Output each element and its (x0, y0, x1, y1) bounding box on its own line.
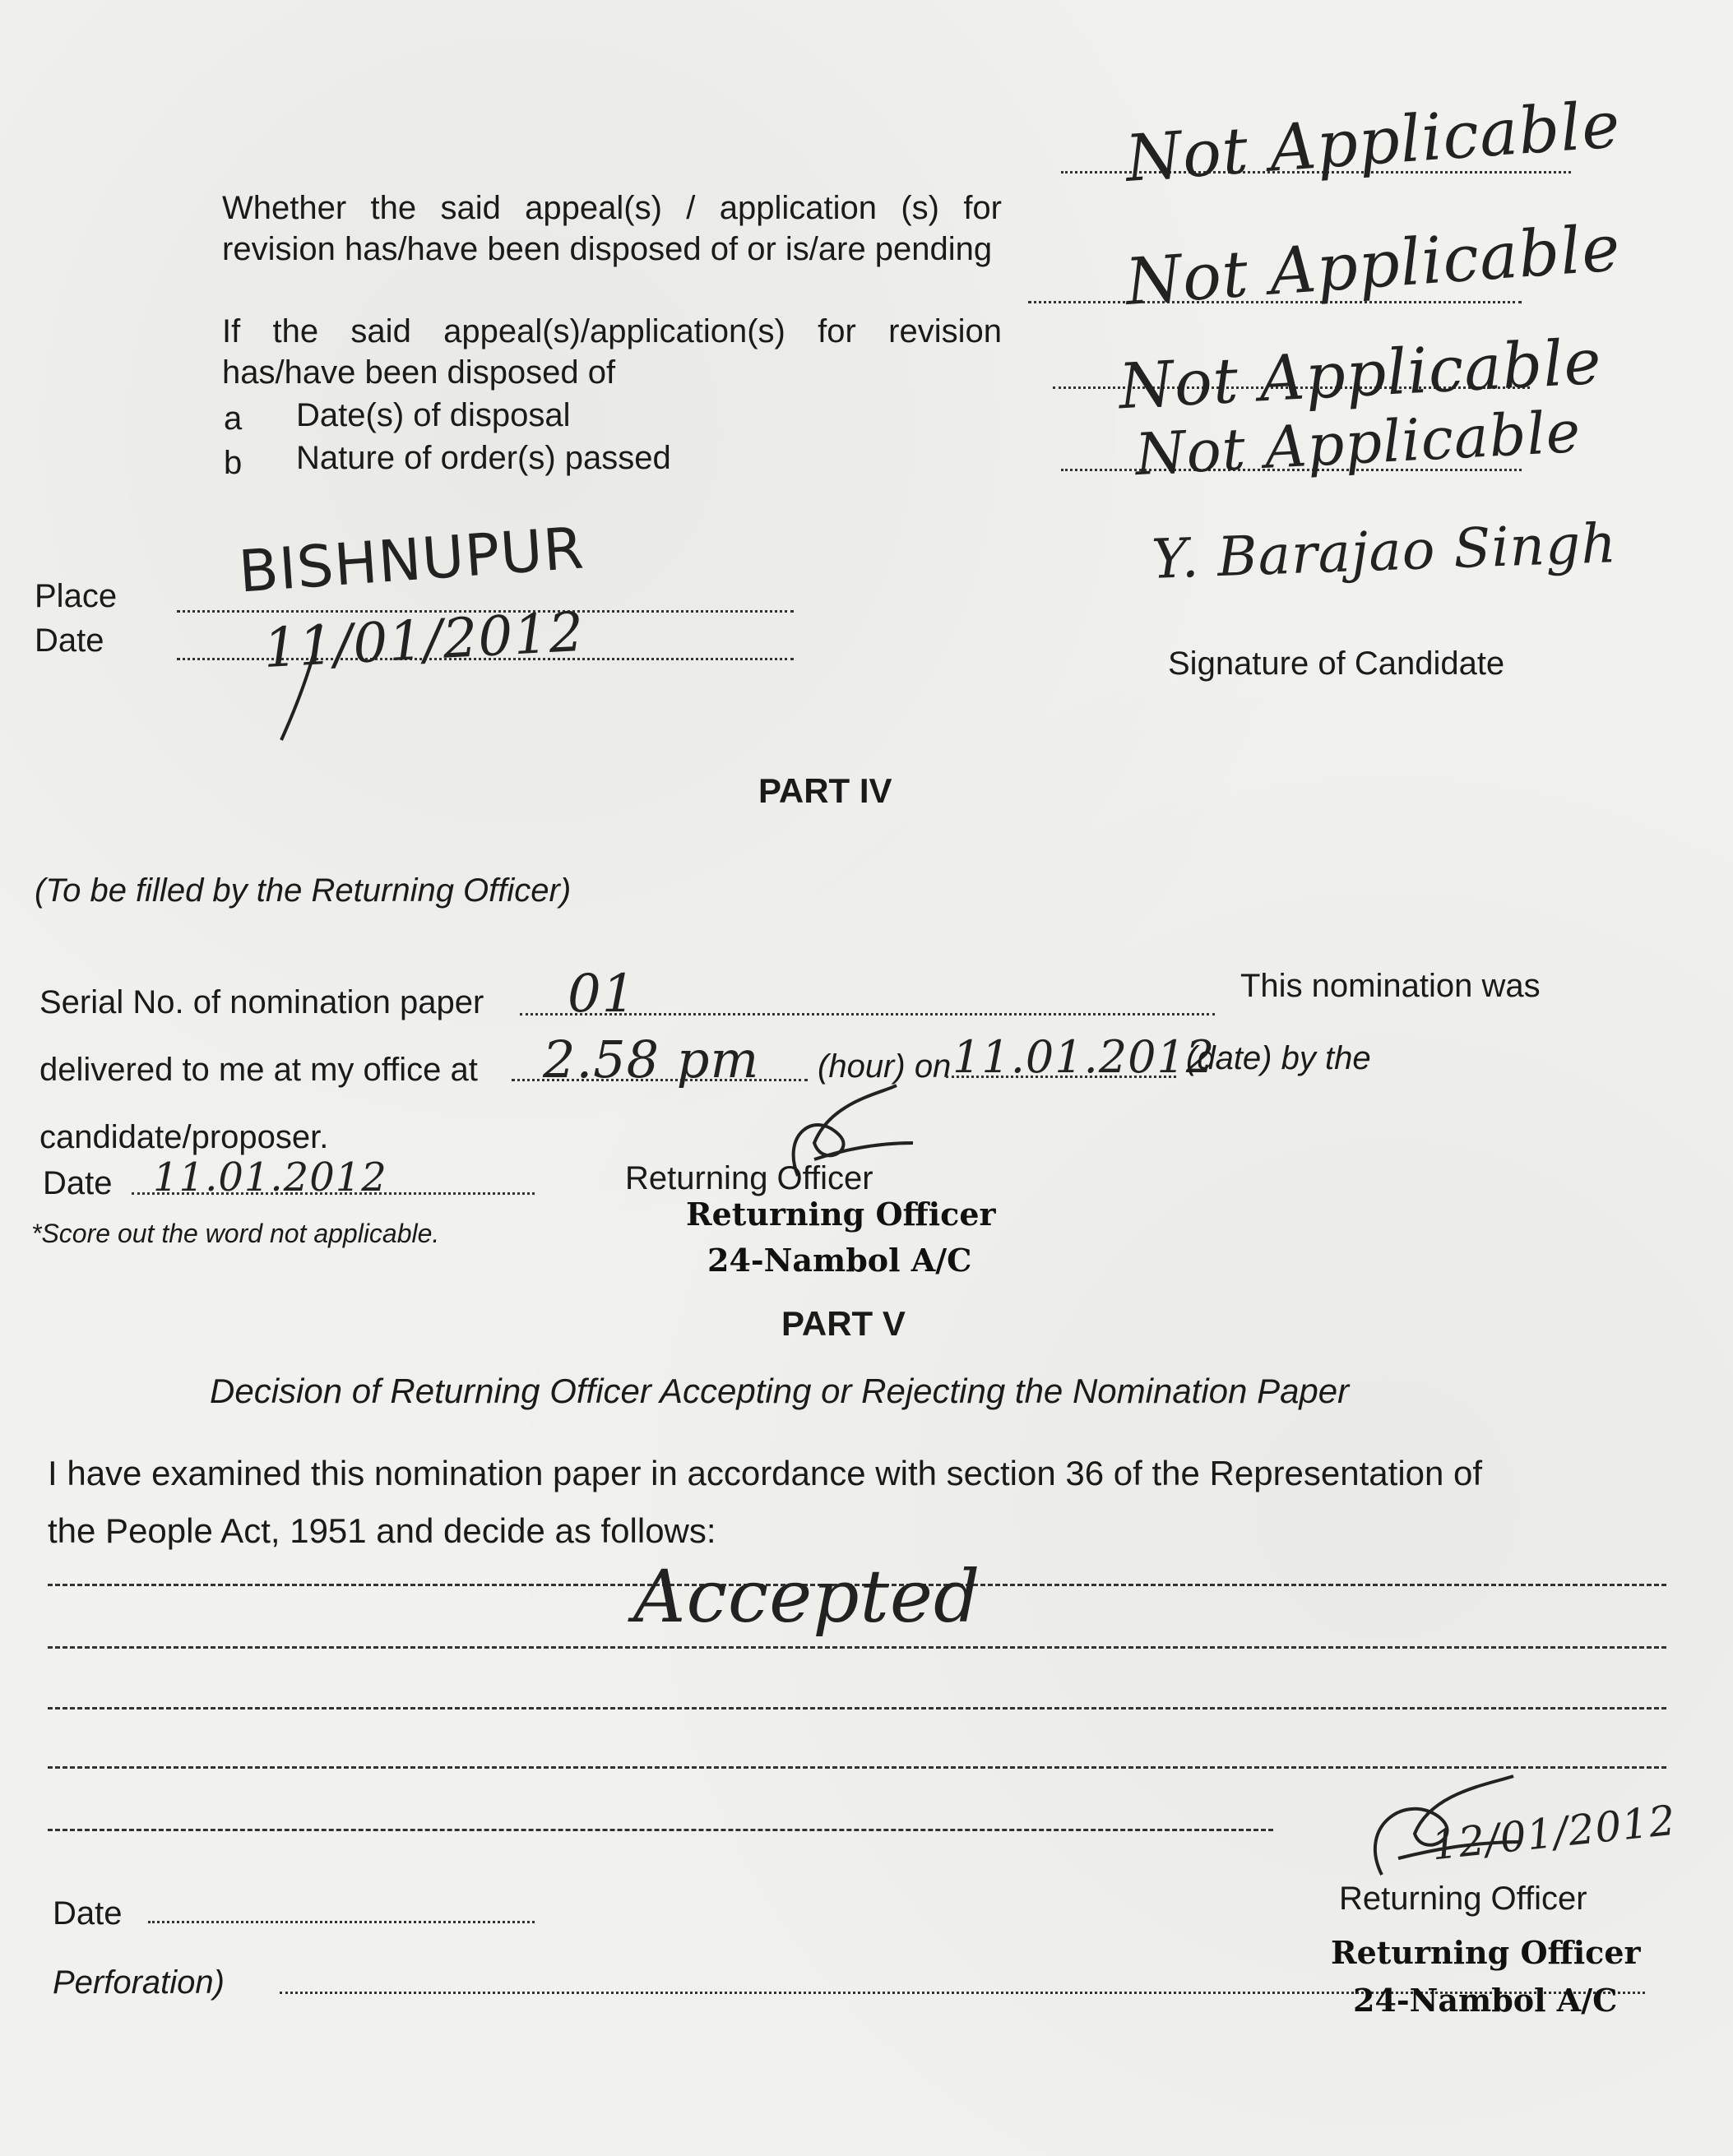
candidate-proposer-text: candidate/proposer. (39, 1119, 329, 1155)
item-a-label: Date(s) of disposal (296, 397, 571, 433)
item-a-letter: a (224, 400, 243, 437)
appeal-question-disposed: If the said appeal(s)/application(s) for revision has/have been disposed of (222, 313, 1002, 391)
part-v-heading: PART V (781, 1304, 906, 1343)
decision-line-3 (48, 1707, 1666, 1710)
final-date-line (148, 1921, 535, 1923)
statement-line-2: the People Act, 1951 and decide as follows: (48, 1511, 716, 1550)
candidate-signature: Y. Barajao Singh (1150, 511, 1619, 591)
serial-value-handwritten: 01 (568, 964, 637, 1025)
decision-line-2 (48, 1646, 1666, 1649)
final-date-label: Date (53, 1895, 123, 1932)
part-v-title: Decision of Returning Officer Accepting or Rejecting the Nomination Paper (210, 1372, 1350, 1410)
nomination-was-text: This nomination was (1240, 968, 1541, 1004)
ro-stamp-constituency: 24-Nambol A/C (707, 1242, 972, 1279)
answer-nature-handwritten: Not Applicable (1133, 397, 1583, 489)
decision-handwritten: Accepted (633, 1554, 981, 1639)
delivered-text: delivered to me at my office at (39, 1052, 478, 1088)
ro-date-handwritten: 11.01.2012 (153, 1154, 387, 1201)
decision-line-5 (48, 1829, 1273, 1831)
delivery-date-handwritten: 11.01.2012 (952, 1031, 1216, 1083)
place-label: Place (35, 578, 118, 614)
part-iv-instruction: (To be filled by the Returning Officer) (35, 872, 572, 909)
final-ro-stamp-title: Returning Officer (1331, 1934, 1641, 1971)
answer-pending-handwritten: Not Applicable (1123, 88, 1624, 197)
place-value-handwritten: BISHNUPUR (236, 514, 586, 606)
hour-text: (hour) on (818, 1048, 952, 1085)
part-iv-heading: PART IV (758, 771, 892, 810)
item-b-label: Nature of order(s) passed (296, 440, 671, 476)
date-label: Date (35, 622, 104, 659)
date-value-handwritten: 11/01/2012 (262, 599, 586, 681)
date-slash-stroke (271, 617, 337, 748)
ro-date-label: Date (43, 1165, 113, 1201)
item-b-letter: b (224, 445, 243, 481)
date-by-text: (date) by the (1186, 1040, 1371, 1076)
signature-caption: Signature of Candidate (1168, 645, 1505, 682)
time-value-handwritten: 2.58 pm (543, 1029, 760, 1090)
final-ro-label: Returning Officer (1339, 1881, 1587, 1917)
footnote: *Score out the word not applicable. (31, 1219, 440, 1248)
ro-label: Returning Officer (625, 1160, 873, 1196)
final-signed-date-handwritten: 12/01/2012 (1429, 1796, 1679, 1870)
perforation-label: Perforation) (53, 1964, 225, 2001)
answer-date-handwritten: Not Applicable (1117, 324, 1604, 423)
appeal-question-pending: Whether the said appeal(s) / application (s) for revision has/have been disposed of or is/are pending (222, 190, 1002, 267)
answer-disposed-handwritten: Not Applicable (1123, 211, 1624, 320)
final-ro-stamp-constituency: 24-Nambol A/C (1353, 1982, 1618, 2019)
statement-line-1: I have examined this nomination paper in accordance with section 36 of the Representation of (48, 1454, 1483, 1492)
serial-label: Serial No. of nomination paper (39, 984, 484, 1020)
ro-stamp-title: Returning Officer (686, 1196, 996, 1233)
